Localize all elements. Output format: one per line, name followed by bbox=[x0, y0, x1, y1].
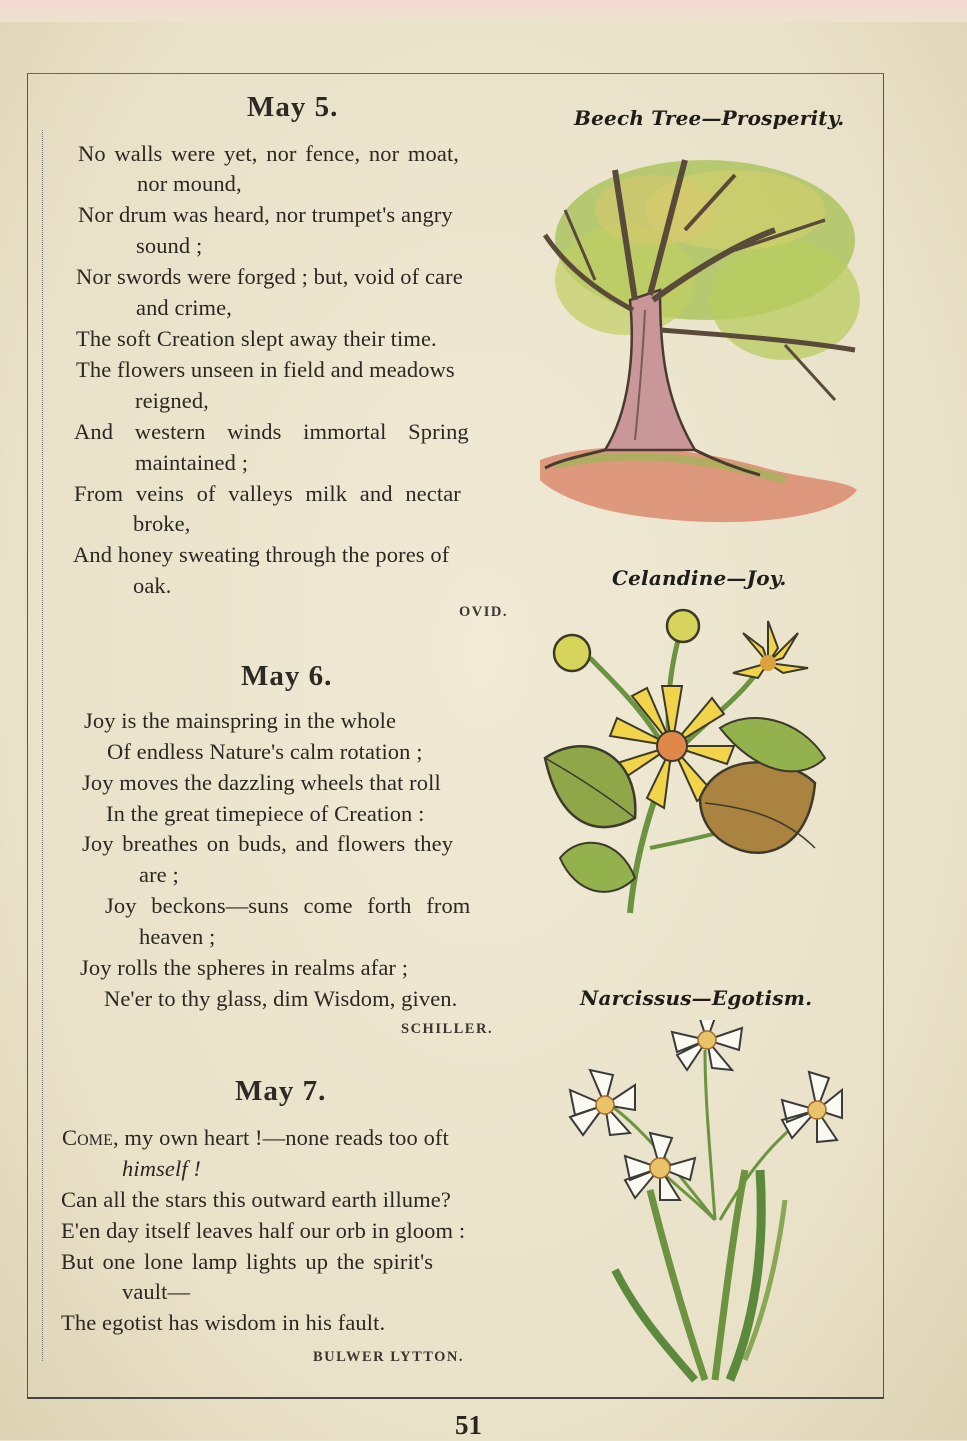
caption-beech-tree: Beech Tree—Prosperity. bbox=[574, 106, 845, 130]
poem-line-rest: my own heart !—none reads too oft bbox=[118, 1125, 449, 1150]
poem-line: Can all the stars this outward earth illume? bbox=[61, 1187, 451, 1212]
poem-line: broke, bbox=[133, 511, 191, 536]
poem-line: Joy breathes on buds, and flowers they bbox=[82, 831, 454, 856]
poem-line: Ne'er to thy glass, dim Wisdom, given. bbox=[104, 986, 458, 1011]
narcissus-flower-icon bbox=[555, 1020, 845, 1385]
poem-line: Nor drum was heard, nor trumpet's angry bbox=[78, 202, 453, 227]
poem-line: vault— bbox=[122, 1279, 191, 1304]
page-number: 51 bbox=[455, 1410, 482, 1440]
poem-line: reigned, bbox=[135, 388, 209, 413]
poem-line: And honey sweating through the pores of bbox=[73, 542, 450, 567]
poem-line: The flowers unseen in field and meadows bbox=[76, 357, 455, 382]
poem-line: heaven ; bbox=[139, 924, 216, 949]
poem-line: From veins of valleys milk and nectar bbox=[74, 481, 461, 506]
entry-heading-may-7: May 7. bbox=[235, 1075, 327, 1107]
poem-line: oak. bbox=[133, 573, 172, 598]
poem-line: Joy beckons—suns come forth from bbox=[105, 893, 471, 918]
page-top-edge bbox=[0, 0, 967, 22]
poem-line: nor mound, bbox=[137, 171, 242, 196]
poem-line: The egotist has wisdom in his fault. bbox=[61, 1310, 386, 1335]
poem-line: E'en day itself leaves half our orb in gloom : bbox=[61, 1218, 466, 1243]
poem-line bbox=[62, 1125, 449, 1151]
poem-line: Of endless Nature's calm rotation ; bbox=[107, 739, 423, 764]
poem-line: And western winds immortal Spring bbox=[74, 419, 469, 444]
poem-line: himself ! bbox=[122, 1156, 202, 1181]
beech-tree-icon bbox=[535, 150, 865, 530]
poem-line: Joy rolls the spheres in realms afar ; bbox=[80, 955, 409, 980]
poem-line: Nor swords were forged ; but, void of care bbox=[76, 264, 463, 289]
poem-author: SCHILLER. bbox=[401, 1021, 494, 1037]
poem-author: BULWER LYTTON. bbox=[313, 1349, 465, 1365]
celandine-flower-icon bbox=[540, 608, 830, 923]
poem-line: In the great timepiece of Creation : bbox=[106, 801, 425, 826]
poem-line: and crime, bbox=[136, 295, 232, 320]
frame-inner-rule bbox=[42, 130, 43, 1361]
poem-line: The soft Creation slept away their time. bbox=[76, 326, 437, 351]
poem-line: sound ; bbox=[136, 233, 203, 258]
poem-line: maintained ; bbox=[135, 450, 249, 475]
poem-line: are ; bbox=[139, 862, 179, 887]
caption-narcissus: Narcissus—Egotism. bbox=[580, 986, 813, 1010]
poem-line: No walls were yet, nor fence, nor moat, bbox=[78, 141, 460, 166]
poem-line: Joy moves the dazzling wheels that roll bbox=[82, 770, 441, 795]
poem-line: But one lone lamp lights up the spirit's bbox=[61, 1249, 434, 1274]
dropcap-word: Come, bbox=[62, 1125, 119, 1150]
entry-heading-may-6: May 6. bbox=[241, 660, 333, 692]
caption-celandine: Celandine—Joy. bbox=[612, 566, 787, 590]
poem-author: OVID. bbox=[459, 604, 508, 620]
entry-heading-may-5: May 5. bbox=[247, 91, 339, 123]
poem-line: Joy is the mainspring in the whole bbox=[84, 708, 397, 733]
